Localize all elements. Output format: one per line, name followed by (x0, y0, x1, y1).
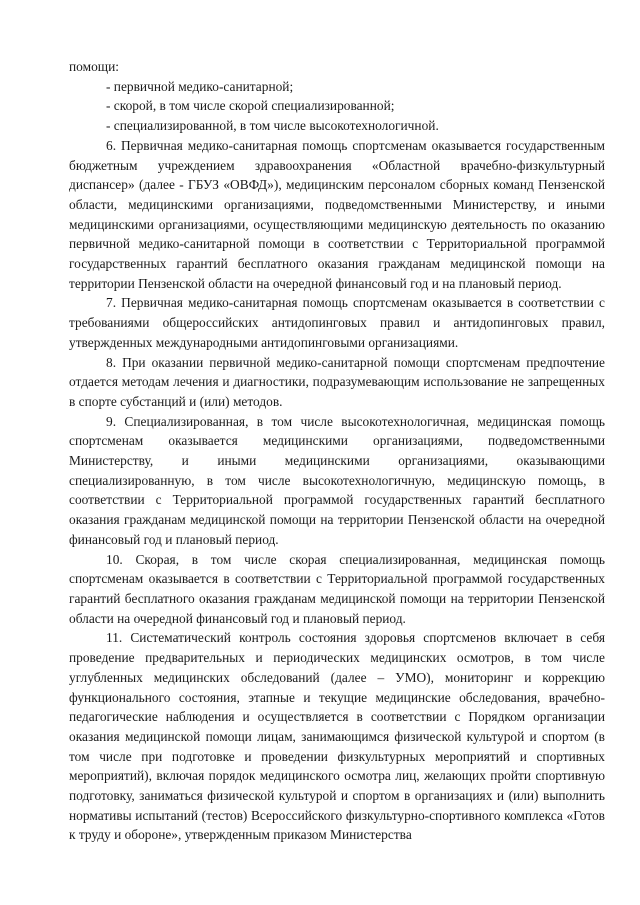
paragraph-continuation: помощи: (69, 59, 119, 74)
list-item-primary-care: - первичной медико-санитарной; (106, 78, 294, 94)
list-item-specialized-care: - специализированной, в том числе высокотехнологичной. (106, 118, 439, 134)
paragraph-9: 9. Специализированная, в том числе высокотехнологичная, медицинская помощь спортсменам оказывается медицинскими организациями, подведомственными Министерству, и иными медицинскими организациями, оказывающими специализированную, в том числе высокотехнологичную, медицинскую помощь, в соответствии с Территориальной программой государственных гарантий бесплатного оказания гражданам медицинской помощи на территории Пензенской области на очередной финансовый год и плановый период. (69, 413, 605, 547)
paragraph-11: 11. Систематический контроль состояния здоровья спортсменов включает в себя проведение предварительных и периодических медицинских осмотров, в том числе углубленных медицинских обследований (далее – УМО), мониторинг и коррекцию функционального состояния, этапные и текущие медицинские обследования, врачебно-педагогические наблюдения и осуществляется в соответствии с Порядком организации оказания медицинской помощи лицам, занимающимся физической культурой и спортом (в том числе при подготовке и проведении физкультурных мероприятий и спортивных мероприятий), включая порядок медицинского осмотра лиц, желающих пройти спортивную подготовку, заниматься физической культурой и спортом в организациях и (или) выполнить нормативы испытаний (тестов) Всероссийского физкультурно-спортивного комплекса «Готов к труду и обороне», утвержденным приказом Министерства (69, 630, 605, 843)
paragraph-7: 7. Первичная медико-санитарная помощь спортсменам оказывается в соответствии с требованиями общероссийских антидопинговых правил и антидопинговых правил, утвержденных международными антидопинговыми организациями. (69, 295, 605, 350)
paragraph-10: 10. Скорая, в том числе скорая специализированная, медицинская помощь спортсменам оказывается в соответствии с Территориальной программой государственных гарантий бесплатного оказания гражданам медицинской помощи на территории Пензенской области на очередной финансовый год и плановый период. (69, 551, 605, 626)
paragraph-8: 8. При оказании первичной медико-санитарной помощи спортсменам предпочтение отдается методам лечения и диагностики, подразумевающим использование не запрещенных в спорте субстанций и (или) методов. (69, 354, 605, 409)
list-item-emergency-care: - скорой, в том числе скорой специализированной; (106, 98, 395, 114)
document-body (69, 57, 605, 845)
paragraph-6: 6. Первичная медико-санитарная помощь спортсменам оказывается государственным бюджетным учреждением здравоохранения «Областной врачебно-физкультурный диспансер» (далее - ГБУЗ «ОВФД»), медицинским персоналом сборных команд Пензенской области, медицинскими организациями, подведомственными Министерству, и иными медицинскими организациями, осуществляющими медицинскую деятельность по оказанию первичной медико-санитарной помощи в соответствии с Территориальной программой государственных гарантий бесплатного оказания гражданам медицинской помощи на территории Пензенской области на очередной финансовый год и на плановый период. (69, 137, 605, 291)
